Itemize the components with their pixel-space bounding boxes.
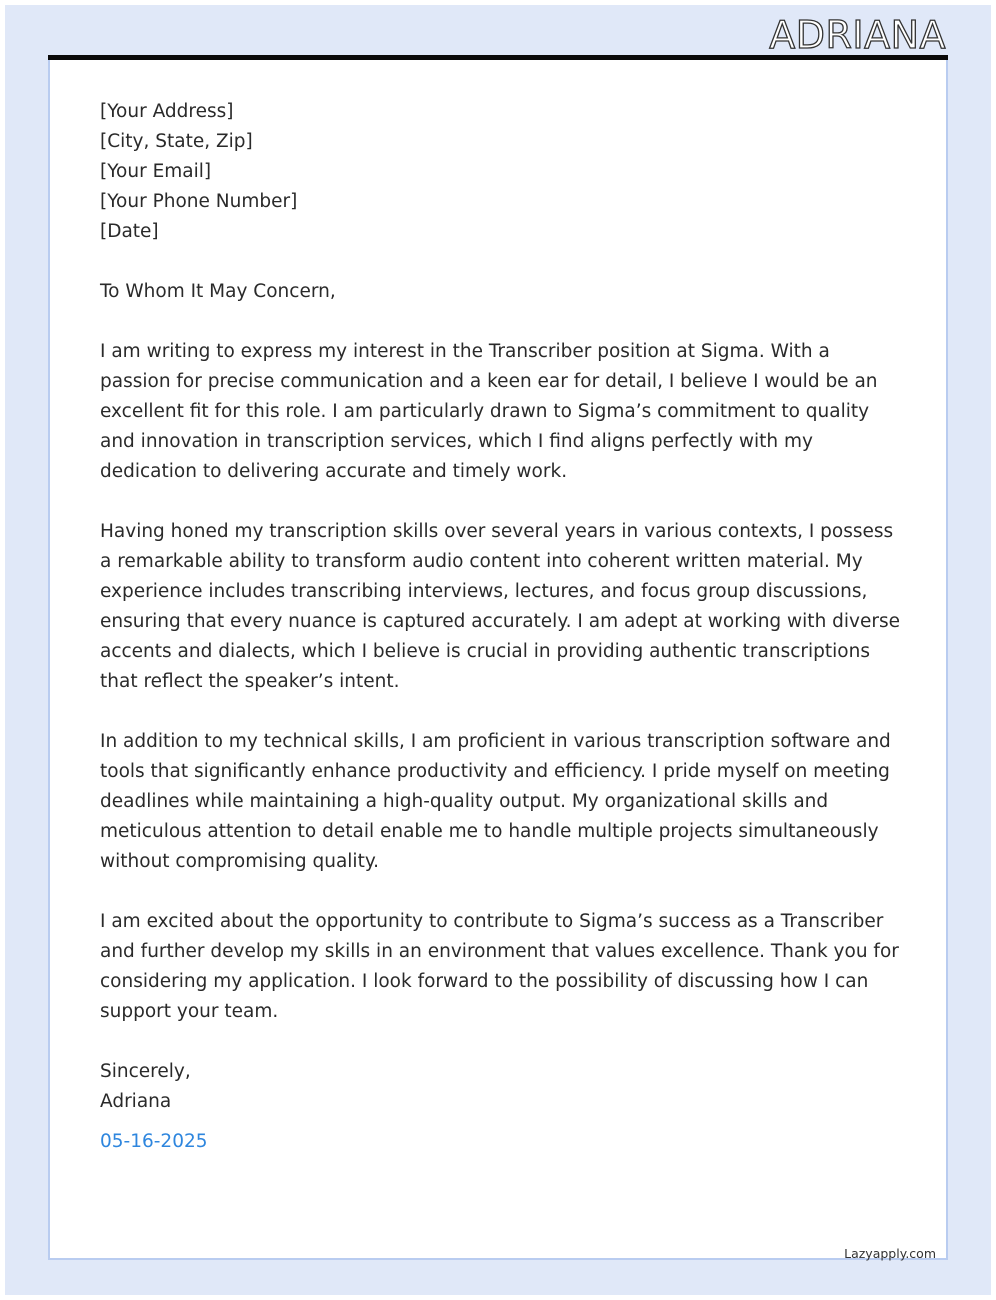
body-paragraph: I am excited about the opportunity to contribute to Sigma’s success as a Transcriber and further develop my skills in an environment that values excellence. Thank you for considering my application. I look forward to the possibility of discussing how I can support your team. bbox=[100, 911, 899, 1022]
letter-body bbox=[100, 97, 900, 1147]
body-paragraph: In addition to my technical skills, I am proficient in various transcription software and tools that significantly enhance productivity and efficiency. I pride myself on meeting deadlines while maintaining a high-quality output. My organizational skills and meticulous attention to detail enable me to handle multiple projects simultaneously without compromising quality. bbox=[100, 731, 891, 872]
sender-block bbox=[100, 97, 900, 247]
brand-name: ADRIANA bbox=[769, 13, 946, 57]
sender-email: [Your Email] bbox=[100, 161, 212, 182]
body-paragraph: Having honed my transcription skills over several years in various contexts, I possess a remarkable ability to transform audio content into coherent written material. My experience includes transcribing interviews, lectures, and focus group discussions, ensuring that every nuance is captured accurately. I am adept at working with diverse accents and dialects, which I believe is crucial in providing authentic transcriptions that reflect the speaker’s intent. bbox=[100, 521, 901, 692]
valediction: Sincerely, bbox=[100, 1061, 191, 1082]
salutation: To Whom It May Concern, bbox=[100, 281, 336, 302]
sender-date: [Date] bbox=[100, 221, 159, 242]
closing-block bbox=[100, 1057, 900, 1117]
signature-name: Adriana bbox=[100, 1091, 172, 1112]
footer-site: Lazyapply.com bbox=[844, 1246, 936, 1261]
sender-city-state-zip: [City, State, Zip] bbox=[100, 131, 253, 152]
sender-phone: [Your Phone Number] bbox=[100, 191, 298, 212]
body-paragraph: I am writing to express my interest in the Transcriber position at Sigma. With a passion for precise communication and a keen ear for detail, I believe I would be an excellent fit for this role. I am particularly drawn to Sigma’s commitment to quality and innovation in transcription services, which I find aligns perfectly with my dedication to delivering accurate and timely work. bbox=[100, 341, 878, 482]
sender-address: [Your Address] bbox=[100, 101, 234, 122]
letter-date: 05-16-2025 bbox=[100, 1131, 208, 1152]
